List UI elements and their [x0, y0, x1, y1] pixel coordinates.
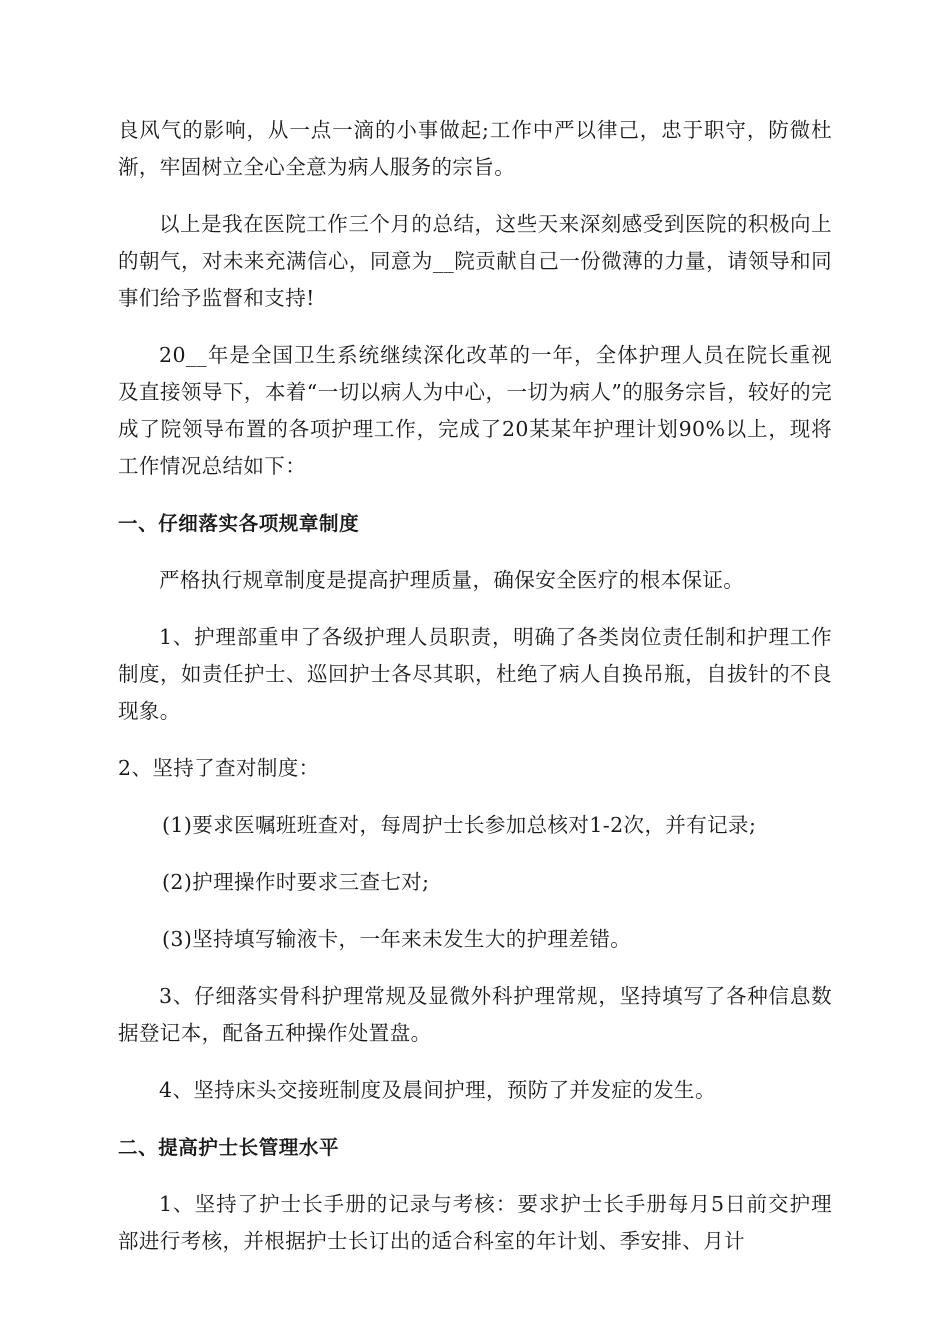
sub-item-3: (3)坚持填写输液卡，一年来未发生大的护理差错。	[162, 927, 632, 951]
paragraph-item-1: 1、护理部重申了各级护理人员职责，明确了各类岗位责任制和护理工作制度，如责任护士、巡回护士各尽其职，杜绝了病人自换吊瓶，自拔针的不良现象。	[118, 625, 832, 723]
paragraph-item-3: 3、仔细落实骨科护理常规及显微外科护理常规，坚持填写了各种信息数据登记本，配备五种操作处置盘。	[118, 984, 832, 1045]
section-heading-2: 二、提高护士长管理水平	[118, 1136, 340, 1159]
paragraph-continuation: 良风气的影响，从一点一滴的小事做起;工作中严以律己，忠于职守，防微杜渐，牢固树立全心全意为病人服务的宗旨。	[118, 118, 832, 179]
sub-item-2: (2)护理操作时要求三查七对;	[162, 870, 430, 894]
paragraph-item-4: 4、坚持床头交接班制度及晨间护理，预防了并发症的发生。	[159, 1078, 716, 1102]
section-heading-1: 一、仔细落实各项规章制度	[118, 512, 360, 535]
paragraph-summary-closing: 以上是我在医院工作三个月的总结，这些天来深刻感受到医院的积极向上的朝气，对未来充满信心，同意为__院贡献自己一份微薄的力量，请领导和同事们给予监督和支持!	[118, 212, 832, 310]
paragraph-item-2: 2、坚持了查对制度：	[118, 756, 320, 780]
paragraph-head-nurse-manual: 1、坚持了护士长手册的记录与考核：要求护士长手册每月5日前交护理部进行考核，并根据护士长订出的适合科室的年计划、季安排、月计	[118, 1192, 832, 1253]
sub-item-1: (1)要求医嘱班班查对，每周护士长参加总核对1-2次，并有记录;	[162, 813, 757, 837]
paragraph-rules-importance: 严格执行规章制度是提高护理质量，确保安全医疗的根本保证。	[159, 568, 745, 592]
document-body	[118, 112, 832, 1260]
paragraph-annual-intro: 20__年是全国卫生系统继续深化改革的一年，全体护理人员在院长重视及直接领导下，本着“一切以病人为中心，一切为病人”的服务宗旨，较好的完成了院领导布置的各项护理工作，完成了20某某年护理计划90%以上，现将工作情况总结如下：	[118, 343, 832, 478]
